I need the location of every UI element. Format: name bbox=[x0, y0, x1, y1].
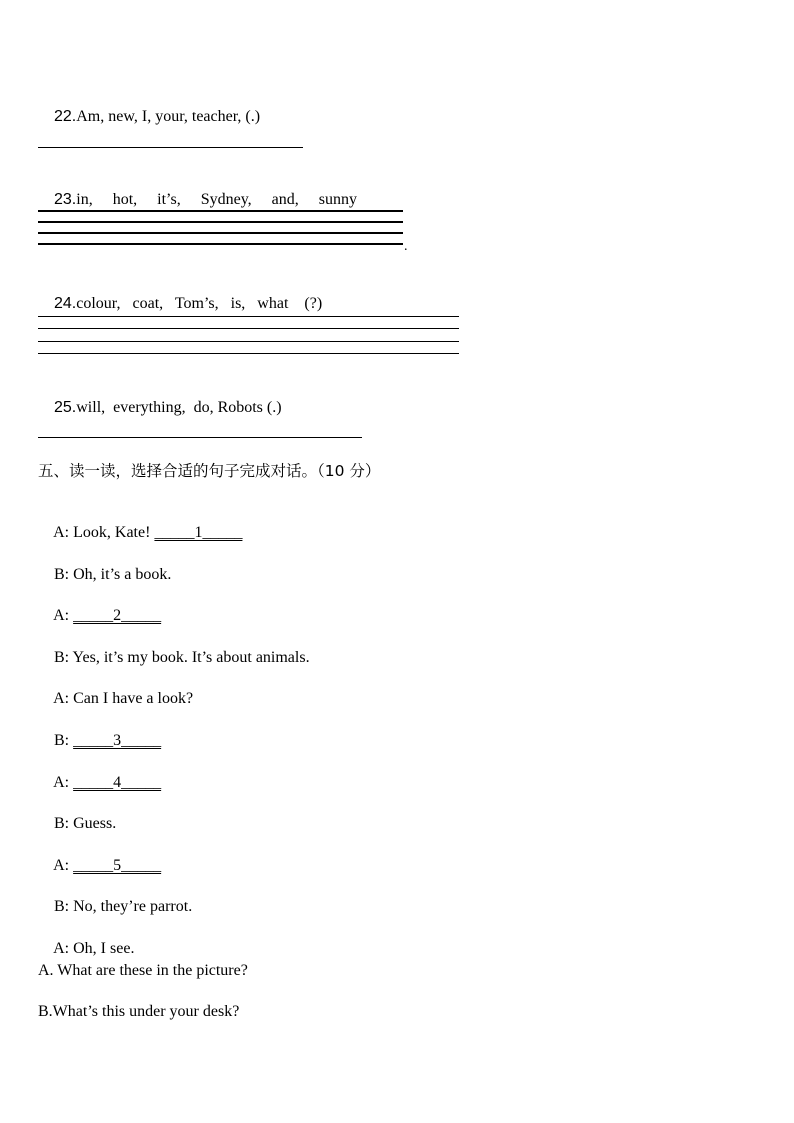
answer-line[interactable] bbox=[38, 243, 403, 245]
question-number: 25. bbox=[54, 399, 77, 416]
answer-line[interactable] bbox=[38, 210, 403, 212]
answer-line[interactable] bbox=[38, 147, 303, 148]
speaker: B: bbox=[54, 815, 74, 832]
dialogue-text: Can I have a look? bbox=[73, 690, 194, 707]
speaker: A: bbox=[53, 940, 74, 957]
answer-blank[interactable]: _____3_____ bbox=[73, 732, 162, 749]
speaker: A: bbox=[53, 774, 74, 791]
answer-blank[interactable]: _____1_____ bbox=[154, 524, 243, 541]
speaker: A: bbox=[53, 524, 74, 541]
question-number: 22. bbox=[54, 108, 77, 125]
section-heading: 五、读一读，选择合适的句子完成对话。（10 分） bbox=[38, 462, 381, 480]
answer-line[interactable] bbox=[38, 353, 459, 354]
answer-line[interactable] bbox=[38, 316, 459, 317]
question-words: colour, coat, Tom’s, is, what (?) bbox=[76, 295, 323, 312]
answer-blank[interactable]: _____2_____ bbox=[73, 607, 162, 624]
speaker: B: bbox=[54, 898, 74, 915]
answer-blank[interactable]: _____4_____ bbox=[73, 774, 162, 791]
dialogue-text: Yes, it’s my book. It’s about animals. bbox=[72, 649, 310, 666]
speaker: A: bbox=[53, 607, 74, 624]
question-words: will, everything, do, Robots (.) bbox=[76, 399, 282, 416]
answer-line[interactable] bbox=[38, 341, 459, 342]
dialogue-text: No, they’re parrot. bbox=[73, 898, 193, 915]
question-number: 24. bbox=[54, 295, 77, 312]
question-24 bbox=[38, 274, 322, 334]
speaker: A: bbox=[53, 857, 74, 874]
speaker: B: bbox=[54, 732, 74, 749]
dialogue-text: Look, Kate! bbox=[73, 524, 155, 541]
line-end-dot: . bbox=[404, 239, 408, 254]
dialogue-text: Guess. bbox=[73, 815, 117, 832]
answer-line[interactable] bbox=[38, 437, 362, 438]
answer-blank[interactable]: _____5_____ bbox=[73, 857, 162, 874]
speaker: B: bbox=[54, 566, 74, 583]
question-words: in, hot, it’s, Sydney, and, sunny bbox=[76, 191, 357, 208]
option-a: A. What are these in the picture? bbox=[38, 962, 248, 979]
question-number: 23. bbox=[54, 191, 77, 208]
answer-line[interactable] bbox=[38, 328, 459, 329]
question-25 bbox=[38, 378, 282, 438]
answer-line[interactable] bbox=[38, 232, 403, 234]
dialogue-text: Oh, I see. bbox=[73, 940, 135, 957]
speaker: B: bbox=[54, 649, 73, 666]
answer-line[interactable] bbox=[38, 221, 403, 223]
dialogue-text: Oh, it’s a book. bbox=[73, 566, 172, 583]
question-words: Am, new, I, your, teacher, (.) bbox=[76, 108, 261, 125]
option-b: B.What’s this under your desk? bbox=[38, 1003, 240, 1020]
speaker: A: bbox=[53, 690, 74, 707]
question-22 bbox=[38, 87, 260, 147]
